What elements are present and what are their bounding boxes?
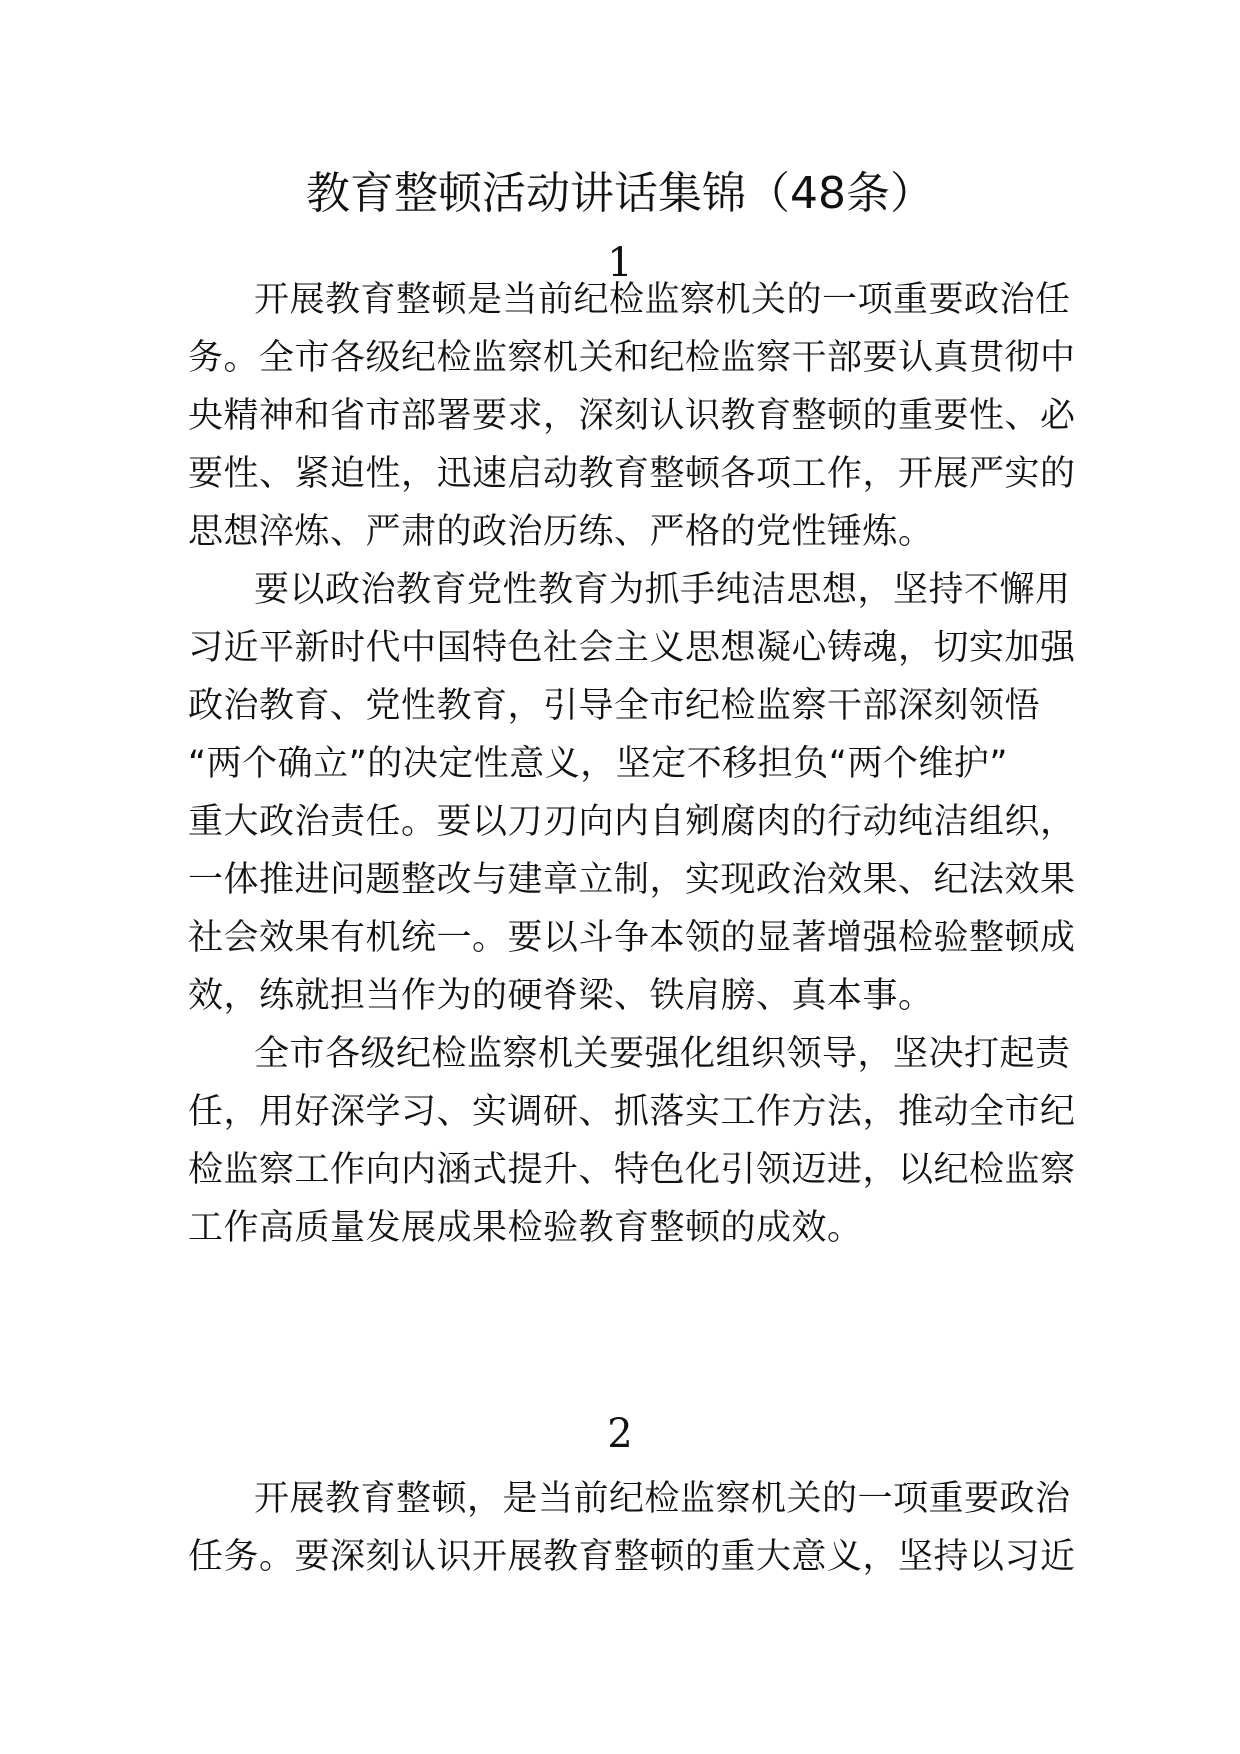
paragraph-line: 重大政治责任。要以刀刃向内自剜腐肉的行动纯洁组织，: [188, 802, 1076, 842]
paragraph-line: 检监察工作向内涵式提升、特色化引领迈进，以纪检监察: [188, 1150, 1076, 1190]
paragraph-line: 央精神和省市部署要求，深刻认识教育整顿的重要性、必: [188, 396, 1076, 436]
paragraph-line: 务。全市各级纪检监察机关和纪检监察干部要认真贯彻中: [188, 338, 1076, 378]
document-title: 教育整顿活动讲话集锦（48条）: [306, 168, 934, 219]
paragraph-line: 要以政治教育党性教育为抓手纯洁思想，坚持不懈用: [254, 570, 1071, 610]
paragraph-line: 政治教育、党性教育，引导全市纪检监察干部深刻领悟: [188, 686, 1041, 726]
paragraph-line: 思想淬炼、严肃的政治历练、严格的党性锤炼。: [188, 512, 934, 552]
section-number-2: 2: [607, 1411, 633, 1457]
paragraph-line: 开展教育整顿，是当前纪检监察机关的一项重要政治: [254, 1479, 1071, 1519]
paragraph-line: 效，练就担当作为的硬脊梁、铁肩膀、真本事。: [188, 976, 934, 1016]
paragraph-line: 要性、紧迫性，迅速启动教育整顿各项工作，开展严实的: [188, 454, 1076, 494]
paragraph-line: 社会效果有机统一。要以斗争本领的显著增强检验整顿成: [188, 918, 1076, 958]
paragraph-line: 任务。要深刻认识开展教育整顿的重大意义，坚持以习近: [188, 1537, 1076, 1577]
paragraph-line: 习近平新时代中国特色社会主义思想凝心铸魂，切实加强: [188, 628, 1076, 668]
paragraph-line: 工作高质量发展成果检验教育整顿的成效。: [188, 1208, 863, 1248]
paragraph-line: “两个确立”的决定性意义，坚定不移担负“两个维护”: [188, 744, 1009, 784]
section-number-1: 1: [607, 240, 633, 286]
paragraph-line: 任，用好深学习、实调研、抓落实工作方法，推动全市纪: [188, 1092, 1076, 1132]
paragraph-line: 一体推进问题整改与建章立制，实现政治效果、纪法效果: [188, 860, 1076, 900]
paragraph-line: 全市各级纪检监察机关要强化组织领导，坚决打起责: [254, 1034, 1071, 1074]
paragraph-line: 开展教育整顿是当前纪检监察机关的一项重要政治任: [254, 280, 1071, 320]
